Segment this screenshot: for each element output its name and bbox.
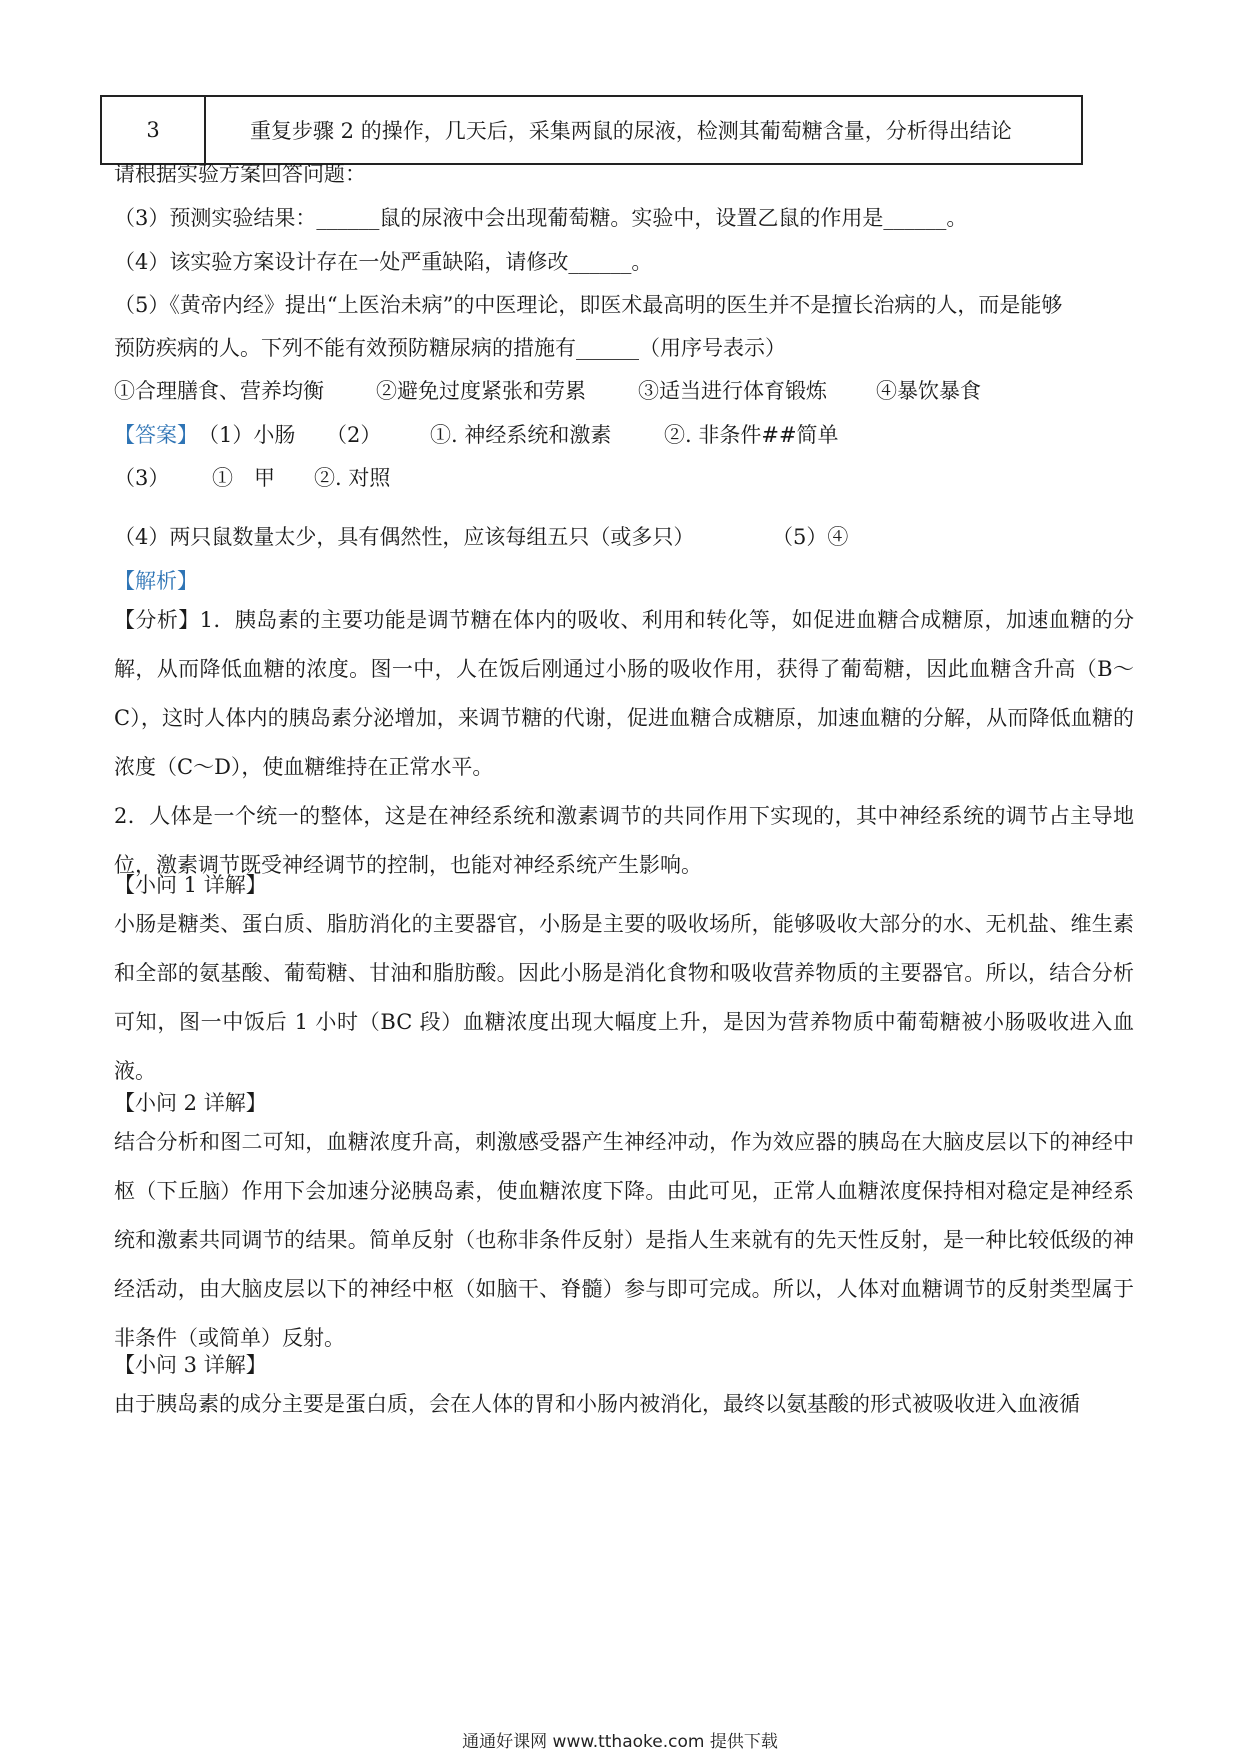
answer-3-part1: ① 甲 [212,466,275,490]
sub-question-3-heading: 【小问 3 详解】 [114,1353,267,1377]
answer-5: （5）④ [772,525,849,549]
question-4: （4）该实验方案设计存在一处严重缺陷，请修改______。 [114,250,653,274]
question-5-line2: 预防疾病的人。下列不能有效预防糖尿病的措施有______（用序号表示） [114,336,786,360]
answer-4: （4）两只鼠数量太少，具有偶然性，应该每组五只（或多只） [114,525,695,549]
analysis-paragraph-1: 【分析】1．胰岛素的主要功能是调节糖在体内的吸收、利用和转化等，如促进血糖合成糖原，加速血糖的分解，从而降低血糖的浓度。图一中，人在饭后刚通过小肠的吸收作用，获得了葡萄糖，因此血糖含升高（B～C），这时人体内的胰岛素分泌增加，来调节糖的代谢，促进血糖合成糖原，加速血糖的分解，从而降低血糖的浓度（C～D），使血糖维持在正常水平。 [114,608,1134,779]
answer-3-label: （3） [114,466,170,490]
analysis-paragraph-2: 2．人体是一个统一的整体，这是在神经系统和激素调节的共同作用下实现的，其中神经系统的调节占主导地位，激素调节既受神经调节的控制，也能对神经系统产生影响。 [114,804,1134,877]
experiment-steps-table [100,95,1083,165]
answer-3-part2: ②. 对照 [314,466,391,490]
sub-question-1-heading: 【小问 1 详解】 [114,873,267,897]
option-2: ②避免过度紧张和劳累 [376,379,586,403]
sub-question-3-text: 由于胰岛素的成分主要是蛋白质，会在人体的胃和小肠内被消化，最终以氨基酸的形式被吸收进入血液循 [114,1392,1080,1416]
option-4: ④暴饮暴食 [876,379,981,403]
question-prompt: 请根据实验方案回答问题： [114,162,366,186]
sub-question-1-text: 小肠是糖类、蛋白质、脂肪消化的主要器官，小肠是主要的吸收场所，能够吸收大部分的水、无机盐、维生素和全部的氨基酸、葡萄糖、甘油和脂肪酸。因此小肠是消化食物和吸收营养物质的主要器官。所以，结合分析可知，图一中饭后 1 小时（BC 段）血糖浓度出现大幅度上升，是因为营养物质中葡萄糖被小肠吸收进入血液。 [114,912,1134,1083]
answer-2-label: （2） [326,423,382,447]
analysis-label: 【解析】 [114,569,198,593]
answer-1: （1）小肠 [198,423,296,447]
answer-2-part1: ①. 神经系统和激素 [430,423,612,447]
sub-question-2-heading: 【小问 2 详解】 [114,1091,267,1115]
step-number: 3 [101,96,205,164]
question-3: （3）预测实验结果：______鼠的尿液中会出现葡萄糖。实验中，设置乙鼠的作用是______。 [114,206,968,230]
option-1: ①合理膳食、营养均衡 [114,379,324,403]
answer-2-part2: ②. 非条件##简单 [664,423,839,447]
page-footer: 通通好课网 www.tthaoke.com 提供下载 [462,1732,778,1752]
sub-question-2-text: 结合分析和图二可知，血糖浓度升高，刺激感受器产生神经冲动，作为效应器的胰岛在大脑皮层以下的神经中枢（下丘脑）作用下会加速分泌胰岛素，使血糖浓度下降。由此可见，正常人血糖浓度保持相对稳定是神经系统和激素共同调节的结果。简单反射（也称非条件反射）是指人生来就有的先天性反射，是一种比较低级的神经活动，由大脑皮层以下的神经中枢（如脑干、脊髓）参与即可完成。所以，人体对血糖调节的反射类型属于非条件（或简单）反射。 [114,1130,1134,1350]
answer-label: 【答案】 [114,423,198,447]
step-description: 重复步骤 2 的操作，几天后，采集两鼠的尿液，检测其葡萄糖含量，分析得出结论 [205,96,1082,164]
option-3: ③适当进行体育锻炼 [638,379,827,403]
question-5-line1: （5）《黄帝内经》提出“上医治未病”的中医理论，即医术最高明的医生并不是擅长治病的人，而是能够 [114,293,1063,317]
table-row [101,96,1082,164]
